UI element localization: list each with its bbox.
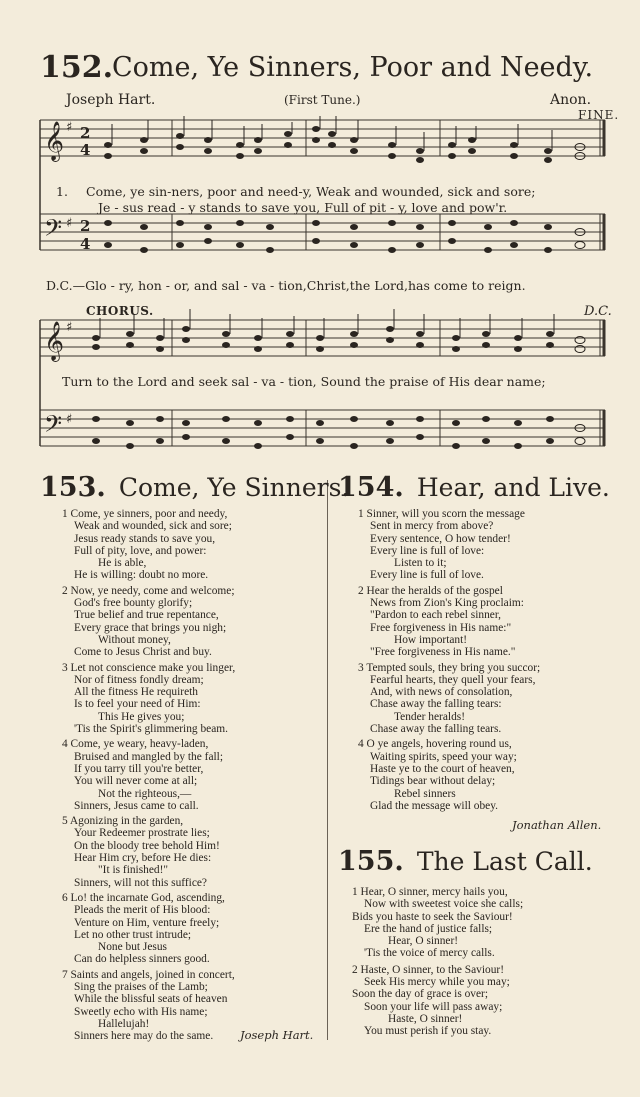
verse-line: 4 Come, ye weary, heavy-laden,: [62, 738, 209, 751]
verse-line: He is able,: [98, 557, 147, 570]
verse-line: Your Redeemer prostrate lies;: [74, 827, 210, 840]
verse-line: You must perish if you stay.: [364, 1025, 492, 1038]
verse-line: All the fitness He requireth: [74, 686, 198, 699]
hymn-154-verse-3: [358, 662, 540, 736]
verse-line: 3 Tempted souls, they bring you succor;: [358, 661, 541, 674]
treble-clef-icon: 𝄞: [44, 121, 65, 161]
verse-line: Weak and wounded, sick and sore;: [74, 520, 232, 533]
hymn-152-title: Come, Ye Sinners, Poor and Needy.: [112, 52, 594, 83]
verse-line: "Pardon to each rebel sinner,: [370, 609, 502, 622]
verse-line: Sinners, Jesus came to call.: [74, 799, 199, 812]
hymn-154-title: Hear, and Live.: [416, 473, 610, 502]
hymn-154-heading: [338, 472, 610, 503]
verse-line: Ere the hand of justice falls;: [364, 922, 493, 935]
hymn-153-heading: [40, 472, 349, 503]
hymn-152-number: 152.: [40, 50, 114, 85]
verse-line: This He gives you;: [98, 710, 185, 723]
hymn-152-tune-note: (First Tune.): [284, 93, 361, 107]
lyric-line-2: Je - sus read - y stands to save you, Full of pit - y, love and pow'r.: [98, 200, 508, 215]
verse-line: Soon your life will pass away;: [364, 1000, 503, 1013]
sharp-icon: ♯: [66, 120, 73, 135]
verse-line: Sinners, will not this suffice?: [74, 876, 207, 889]
verse-line: 'Tis the Spirit's glimmering beam.: [74, 723, 228, 736]
chorus-lyric-line: Turn to the Lord and seek sal - va - tion, Sound the praise of His dear name;: [62, 374, 546, 389]
verse-line: Hear, O sinner!: [388, 935, 459, 948]
verse-line: Haste, O sinner!: [388, 1012, 463, 1025]
verse-line: Nor of fitness fondly dream;: [74, 673, 204, 686]
verse-line: Hallelujah!: [98, 1017, 150, 1030]
verse-line: Now with sweetest voice she calls;: [364, 898, 524, 911]
verse-line: Not the righteous,—: [98, 787, 192, 800]
verse-line: Chase away the falling tears.: [370, 723, 502, 736]
verse-line: Bruised and mangled by the fall;: [74, 750, 223, 763]
hymn-155-title: The Last Call.: [416, 847, 593, 876]
lyric-line-1: Come, ye sin-ners, poor and need-y, Weak and wounded, sick and sore;: [86, 184, 536, 199]
hymn-155-verses: [352, 886, 523, 1038]
verse-line: Let no other trust intrude;: [74, 928, 192, 941]
verse-line: 1 Come, ye sinners, poor and needy,: [62, 508, 228, 520]
verse-line: How important!: [394, 633, 468, 646]
verse-line: Come to Jesus Christ and buy.: [74, 646, 212, 659]
verse-line: On the bloody tree behold Him!: [74, 839, 220, 852]
hymn-155-verse-1: [352, 886, 523, 960]
verse-brace-marker: 1.: [56, 184, 68, 199]
verse-line: 2 Haste, O sinner, to the Saviour!: [352, 963, 505, 976]
verse-line: Sweetly echo with His name;: [74, 1005, 208, 1018]
hymn-154-author: Jonathan Allen.: [512, 818, 602, 832]
verse-line: Every line is full of love:: [370, 544, 485, 557]
verse-line: 1 Hear, O sinner, mercy hails you,: [352, 886, 508, 898]
time-signature-bottom: 4: [80, 141, 91, 159]
hymn-153-verse-2: [62, 585, 235, 659]
sharp-icon: ♯: [66, 216, 73, 231]
verse-line: He is willing: doubt no more.: [74, 569, 209, 582]
verse-line: Sent in mercy from above?: [370, 520, 494, 533]
verse-line: Listen to it;: [394, 557, 447, 570]
verse-line: Seek His mercy while you may;: [364, 976, 510, 989]
verse-line: 3 Let not conscience make you linger,: [62, 661, 236, 674]
hymn-153-verse-7: [62, 969, 235, 1043]
verse-line: Venture on Him, venture freely;: [74, 916, 220, 929]
hymn-154-verses: [358, 508, 540, 812]
staff-1-bass: [40, 214, 605, 250]
hymn-154-verse-2: [358, 585, 540, 659]
verse-line: News from Zion's King proclaim:: [370, 597, 524, 610]
verse-line: If you tarry till you're better,: [74, 762, 204, 775]
hymn-152-author: Joseph Hart.: [66, 92, 156, 108]
verse-line: Every line is full of love.: [370, 569, 484, 582]
verse-line: While the blissful seats of heaven: [74, 993, 228, 1006]
hymn-155-heading: [338, 846, 593, 877]
verse-line: Haste ye to the court of heaven,: [370, 762, 515, 775]
time-signature-bottom: 4: [80, 235, 91, 253]
staff-1-treble: [40, 120, 605, 156]
verse-line: Every sentence, O how tender!: [370, 532, 511, 545]
verse-line: Bids you haste to seek the Saviour!: [352, 910, 513, 923]
verse-line: Hear Him cry, before He dies:: [74, 852, 212, 865]
verse-line: Full of pity, love, and power:: [74, 544, 207, 557]
dc-marking: D.C.: [584, 304, 612, 319]
verse-line: Without money,: [98, 633, 171, 646]
music-notation: [0, 0, 640, 470]
hymn-153-verse-4: [62, 738, 235, 812]
verse-line: Rebel sinners: [394, 787, 456, 800]
dc-lyric-line: D.C.—Glo - ry, hon - or, and sal - va - tion,Christ,the Lord,has come to reign.: [46, 278, 526, 293]
hymn-153-title: Come, Ye Sinners.: [118, 473, 350, 502]
time-signature-top: 2: [80, 217, 91, 235]
verse-line: Every grace that brings you nigh;: [74, 621, 227, 634]
verse-line: Sinners here may do the same.: [74, 1030, 214, 1043]
hymn-153-verse-1: [62, 508, 235, 582]
verse-line: 6 Lo! the incarnate God, ascending,: [62, 891, 225, 904]
hymn-154-verse-4: [358, 738, 540, 812]
verse-line: Glad the message will obey.: [370, 799, 499, 812]
hymn-154-verse-1: [358, 508, 540, 582]
verse-line: Tidings bear without delay;: [370, 775, 496, 788]
hymn-152-composer: Anon.: [550, 92, 592, 108]
sharp-icon: ♯: [66, 412, 73, 427]
verse-line: 1 Sinner, will you scorn the message: [358, 508, 525, 520]
verse-line: 'Tis the voice of mercy calls.: [364, 947, 495, 960]
verse-line: You will never come at all;: [74, 775, 198, 788]
verse-line: "It is finished!": [98, 864, 169, 877]
verse-line: Pleads the merit of His blood:: [74, 904, 211, 917]
verse-line: 2 Now, ye needy, come and welcome;: [62, 584, 235, 597]
verse-line: 5 Agonizing in the garden,: [62, 815, 184, 828]
verse-line: Free forgiveness in His name:": [370, 621, 512, 634]
bass-clef-icon: 𝄢: [44, 214, 63, 247]
verse-line: Waiting spirits, speed your way;: [370, 750, 517, 763]
verse-line: 4 O ye angels, hovering round us,: [358, 738, 512, 751]
hymn-153-verse-6: [62, 892, 235, 966]
sharp-icon: ♯: [66, 320, 73, 335]
chorus-label: CHORUS.: [86, 304, 154, 318]
hymn-153-verses: [62, 508, 235, 1042]
hymn-153-verse-3: [62, 662, 235, 736]
verse-line: True belief and true repentance,: [74, 609, 219, 622]
verse-line: "Free forgiveness in His name.": [370, 646, 516, 659]
verse-line: Can do helpless sinners good.: [74, 953, 210, 966]
treble-clef-icon: 𝄞: [44, 321, 65, 361]
verse-line: Sing the praises of the Lamb;: [74, 980, 208, 993]
hymn-155-number: 155.: [338, 846, 404, 877]
verse-line: 2 Hear the heralds of the gospel: [358, 584, 503, 597]
hymn-153-author: Joseph Hart.: [240, 1028, 314, 1042]
hymn-153-number: 153.: [40, 472, 106, 503]
verse-line: Soon the day of grace is over;: [352, 988, 489, 1001]
verse-line: Jesus ready stands to save you,: [74, 532, 216, 545]
hymn-155-verse-2: [352, 964, 523, 1038]
bass-clef-icon: 𝄢: [44, 410, 63, 443]
hymn-154-number: 154.: [338, 472, 404, 503]
verse-line: None but Jesus: [98, 941, 167, 954]
verse-line: And, with news of consolation,: [370, 686, 513, 699]
time-signature-top: 2: [80, 124, 91, 142]
verse-line: Is to feel your need of Him:: [74, 698, 201, 711]
hymn-153-verse-5: [62, 815, 235, 889]
verse-line: 7 Saints and angels, joined in concert,: [62, 968, 235, 981]
verse-line: Fearful hearts, they quell your fears,: [370, 673, 536, 686]
verse-line: Chase away the falling tears:: [370, 698, 502, 711]
fine-marking: FINE.: [578, 108, 620, 122]
verse-line: Tender heralds!: [394, 710, 465, 723]
verse-line: God's free bounty glorify;: [74, 597, 193, 610]
column-divider: [327, 480, 328, 1040]
